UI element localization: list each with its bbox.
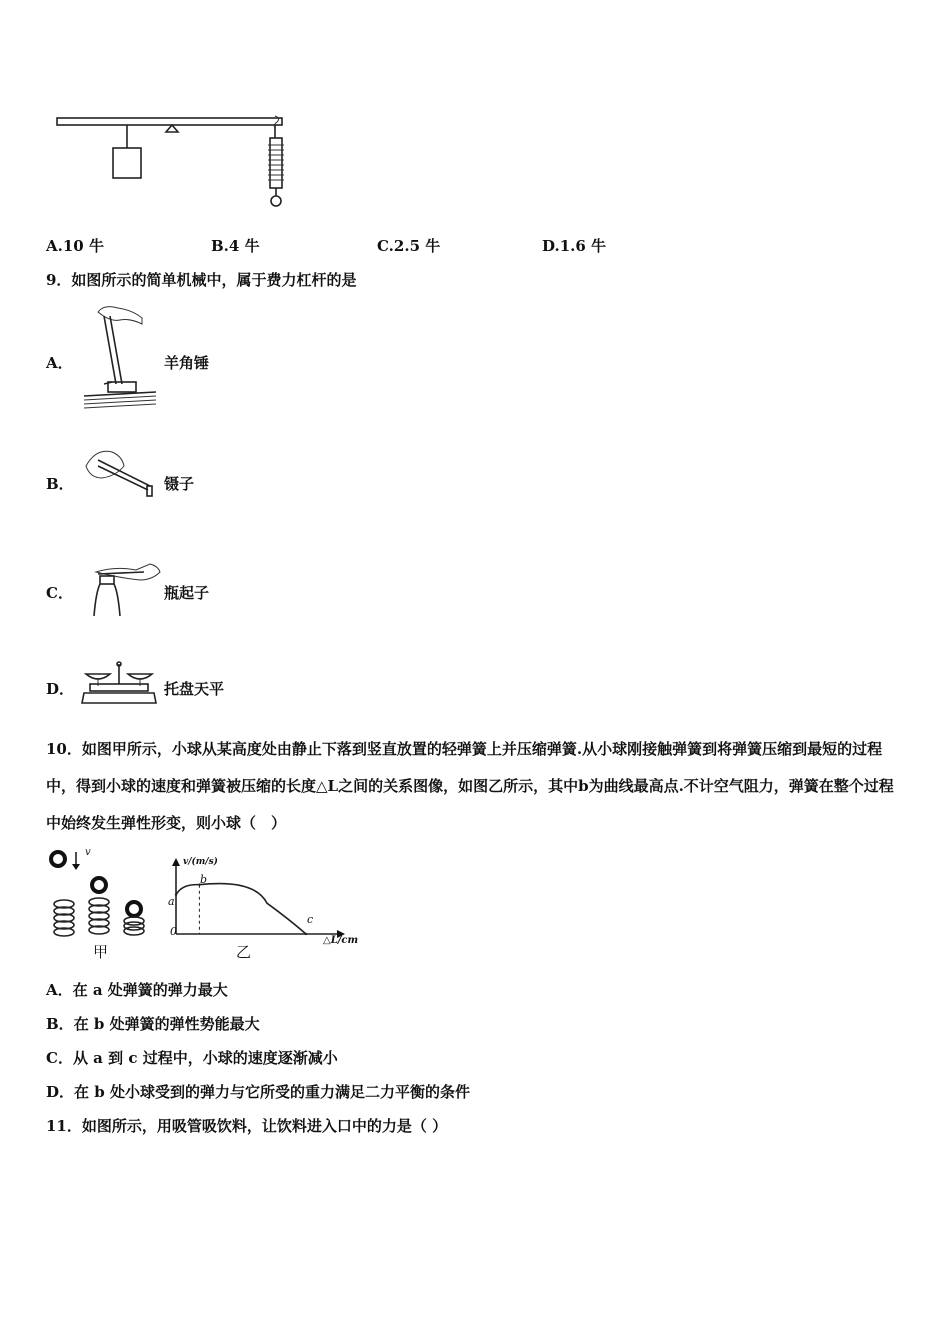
q11-stem: 11．如图所示，用吸管吸饮料，让饮料进入口中的力是（ ） [46, 1117, 448, 1135]
ball-icon [51, 852, 65, 866]
tweezers-icon [84, 446, 159, 501]
claw-hammer-icon [82, 302, 157, 412]
q9-option-c-text: 瓶起子 [164, 584, 210, 602]
q10-option-c[interactable]: C．从 a 到 c 过程中，小球的速度逐渐减小 [46, 1049, 338, 1067]
q10-stem: 10．如图甲所示，小球从某高度处由静止下落到竖直放置的轻弹簧上并压缩弹簧.从小球刚接触弹簧到将弹簧压缩到最短的过程中，得到小球的速度和弹簧被压缩的长度△L之间的关系图像，如图乙所示，其中b为曲线最高点.不计空气阻力，弹簧在整个过程中始终发生弹性形变，则小球（ ） [46, 740, 894, 832]
velocity-label: v [85, 847, 91, 858]
figure-yi-label: 乙 [236, 943, 252, 961]
q8-option-c[interactable]: C.2.5 牛 [377, 237, 441, 255]
q9-stem: 9．如图所示的简单机械中，属于费力杠杆的是 [46, 271, 357, 289]
q8-option-a[interactable]: A.10 牛 [46, 237, 104, 255]
q9-option-b-text: 镊子 [164, 475, 195, 493]
q9-option-c-key[interactable]: C． [46, 584, 73, 602]
point-b-label: b [200, 873, 208, 886]
q8-option-b[interactable]: B.4 牛 [211, 237, 260, 255]
point-a-marker [175, 894, 177, 896]
q10-option-d[interactable]: D．在 b 处小球受到的弹力与它所受的重力满足二力平衡的条件 [46, 1083, 470, 1101]
figure-jia-label: 甲 [93, 943, 109, 961]
balance-scale-icon [80, 660, 160, 710]
bottle-opener-icon [88, 558, 163, 618]
q9-option-b-key[interactable]: B． [46, 475, 74, 493]
origin-label: 0 [170, 925, 177, 938]
q9-option-a-text: 羊角锤 [164, 354, 210, 372]
point-a-label: a [168, 895, 175, 908]
q9-option-d-text: 托盘天平 [164, 680, 225, 698]
lever-bar [57, 118, 282, 125]
x-axis-label: △L/cm [323, 935, 359, 946]
q10-option-b[interactable]: B．在 b 处弹簧的弹性势能最大 [46, 1015, 260, 1033]
q10-option-a[interactable]: A．在 a 处弹簧的弹力最大 [46, 981, 228, 999]
y-axis-label: v/(m/s) [183, 857, 218, 867]
weight-block [113, 148, 141, 178]
point-c-label: c [307, 913, 314, 926]
point-c-marker [305, 933, 307, 935]
q8-option-d[interactable]: D.1.6 牛 [542, 237, 607, 255]
fulcrum-icon [166, 125, 178, 132]
lever-figure [55, 112, 295, 212]
q9-option-d-key[interactable]: D． [46, 680, 75, 698]
q9-option-a-key[interactable]: A． [46, 354, 73, 372]
scale-ring [271, 196, 281, 206]
velocity-curve [176, 884, 306, 934]
